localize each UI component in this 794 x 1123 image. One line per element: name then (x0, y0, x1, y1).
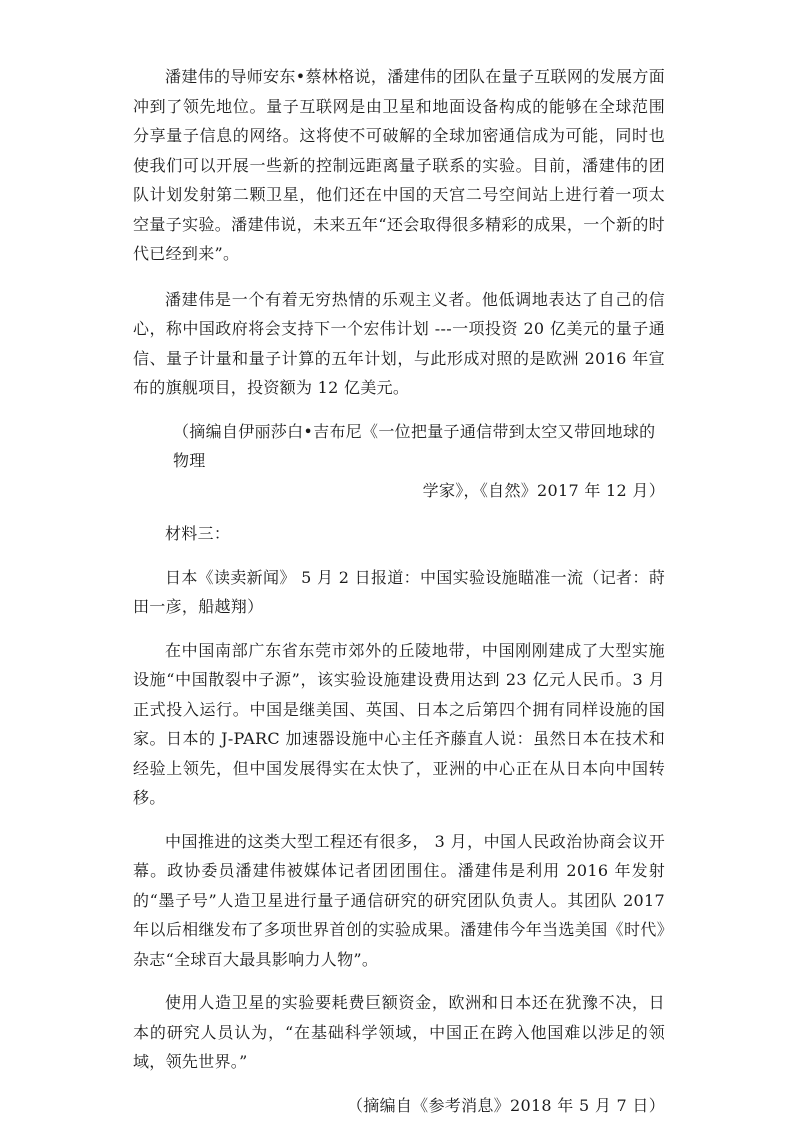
citation-line-1: （摘编自伊丽莎白•吉布尼《一位把量子通信带到太空又带回地球的物理 (173, 421, 656, 470)
material-heading: 材料三： (165, 524, 231, 543)
paragraph-satellite: 使用人造卫星的实验要耗费巨额资金，欧洲和日本还在犹豫不决，日本的研究人员认为，“在基础科学领域，中国正在跨入他国难以涉足的领域，领先世界。” (133, 993, 665, 1071)
source-reference: （摘编自《参考消息》2018 年 5 月 7 日） (346, 1095, 665, 1115)
document-page (133, 62, 665, 1120)
paragraph-yomiuri: 日本《读卖新闻》 5 月 2 日报道：中国实验设施瞄准一流（记者：莳田一彦，船越翔） (133, 567, 665, 616)
paragraph-projects: 中国推进的这类大型工程还有很多， 3 月，中国人民政治协商会议开幕。政协委员潘建伟被媒体记者团团围住。潘建伟是利用 2016 年发射的“墨子号”人造卫星进行量子通信研究的研究团队负责人。其团队 2017 年以后相继发布了多项世界首创的实验成果。潘建伟今年当选美国《时代》杂志“全球百大最具影响力人物”。 (133, 831, 665, 969)
citation-line-2: 学家》，《自然》2017 年 12 月） (422, 480, 665, 500)
paragraph-spallation: 在中国南部广东省东莞市郊外的丘陵地带，中国刚刚建成了大型实施设施“中国散裂中子源”，该实验设施建设费用达到 23 亿元人民币。3 月正式投入运行。中国是继美国、英国、日本之后第四个拥有同样设施的国家。日本的 J-PARC 加速器设施中心主任齐藤直人说：虽然日本在技术和经验上领先，但中国发展得实在太快了，亚洲的中心正在从日本向中国转移。 (133, 640, 665, 807)
citation-nature (133, 417, 665, 506)
paragraph-mentor-quote: 潘建伟的导师安东•蔡林格说，潘建伟的团队在量子互联网的发展方面冲到了领先地位。量子互联网是由卫星和地面设备构成的能够在全球范围分享量子信息的网络。这将使不可破解的全球加密通信成为可能，同时也使我们可以开展一些新的控制远距离量子联系的实验。目前，潘建伟的团队计划发射第二颗卫星，他们还在中国的天宫二号空间站上进行着一项太空量子实验。潘建伟说，未来五年“还会取得很多精彩的成果，一个新的时代已经到来”。 (133, 67, 665, 263)
paragraph-optimist: 潘建伟是一个有着无穷热情的乐观主义者。他低调地表达了自己的信心，称中国政府将会支持下一个宏伟计划 ---一项投资 20 亿美元的量子通信、量子计量和量子计算的五年计划，与此形成对照的是欧洲 2016 年宣布的旗舰项目，投资额为 12 亿美元。 (133, 289, 665, 397)
